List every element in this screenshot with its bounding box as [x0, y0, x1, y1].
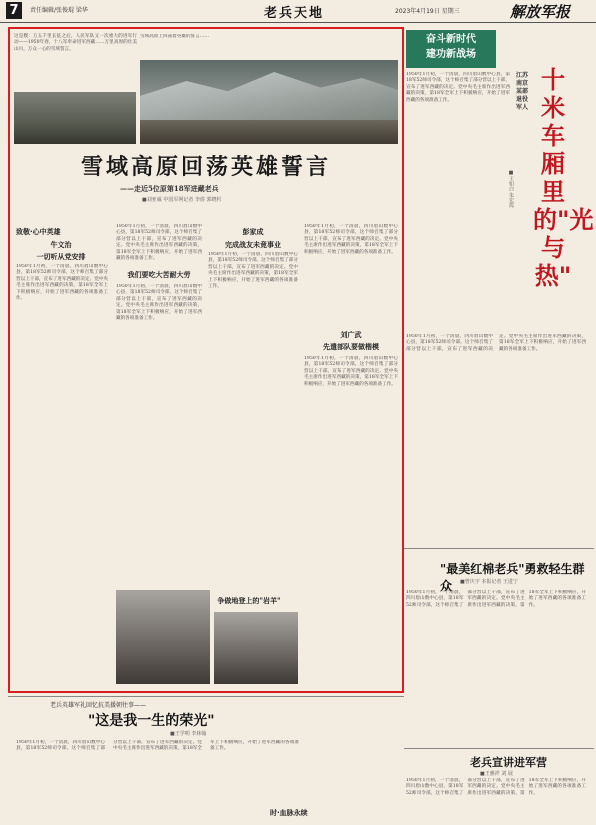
vertical-headline: 十米车厢里的"光与热" [533, 66, 594, 290]
bottom-kicker: 老兵英雄军礼回忆抗美援朝往事—— [50, 702, 147, 709]
right-byline: ■王如白 朱宏霞 [508, 170, 514, 208]
lead-quote-continued: 雪域高原上回荡着英雄的誓言…… [140, 34, 209, 39]
right-body-1: 1950年1月初，一个清晨，四川眉山数中心县，第18军52师司令部，这个师召集了部分营以上干部，宣布了进军西藏的决定。党中央毛主席作出进军西藏的决策，第18军全军上下积极响应，开始了进军西藏的各项准备工作。 [406, 72, 510, 103]
right-mid-byline: ■曾庆宇 本报记者 王进宁 [460, 579, 518, 585]
right-bottom-body: 1950年1月初，一个清晨，四川眉山数中心县，第18军52师司令部，这个师召集了部分营以上干部，宣布了进军西藏的决定。党中央毛主席作出进军西藏的决策，第18军全军上下积极响应，开始了进军西藏的各项准备工作。 [406, 778, 586, 796]
feature-byline: ■刘亚威 中国军网记者 李倩 郭晓杉 [142, 197, 222, 203]
body-column-2: 1950年1月初，一个清晨，四川眉山数中心县，第18军52师司令部，这个师召集了部分营以上干部，宣布了进军西藏的决定。党中央毛主席作出进军西藏的决策，第18军全军上下积极响应，开始了进军西藏的各项准备工作。 [116, 284, 202, 322]
soldiers-photo [14, 92, 136, 144]
veteran-group-photo [214, 612, 298, 684]
page-number: 7 [6, 2, 22, 19]
subhead-person-3: 彭家成 [242, 227, 264, 236]
section-title: 老兵天地 [264, 6, 325, 21]
editors-line: 责任编辑/张俊琨 梁华 [30, 7, 88, 14]
bottom-body: 1950年1月初，一个清晨，四川眉山数中心县，第18军52师司令部，这个师召集了部分营以上干部，宣布了进军西藏的决定。党中央毛主席作出进军西藏的决策，第18军全军上下积极响应，开始了进军西藏的各项准备工作。 [16, 740, 299, 752]
divider-right-bottom [404, 748, 594, 749]
column-kicker: 致敬·心中英雄 [16, 228, 61, 236]
body-column-2-top: 1950年1月初，一个清晨，四川眉山数中心县，第18军52师司令部，这个师召集了部分营以上干部，宣布了进军西藏的决定。党中央毛主席作出进军西藏的决策，第18军全军上下积极响应，开始了进军西藏的各项准备工作。 [116, 224, 202, 262]
issue-date: 2023年4月19日 星期三 [395, 8, 460, 15]
vertical-subtitle: 江苏南京某部退役军人 [515, 72, 528, 111]
subhead-1: 一切听从党安排 [36, 252, 86, 261]
page-header [0, 0, 596, 23]
subhead-3: 完成战友未竟事业 [225, 240, 281, 249]
divider-left-bottom [8, 696, 404, 697]
snow-mountain-shape [140, 60, 398, 120]
veteran-portrait-photo [116, 590, 210, 684]
plateau-photo [140, 60, 398, 144]
feature-subtitle: ——走近5位原第18军进藏老兵 [120, 184, 219, 193]
body-column-1: 1950年1月初，一个清晨，四川眉山数中心县，第18军52师司令部，这个师召集了部分营以上干部，宣布了进军西藏的决定。党中央毛主席作出进军西藏的决策，第18军全军上下积极响应，开始了进军西藏的各项准备工作。 [16, 264, 108, 302]
body-column-4: 1950年1月初，一个清晨，四川眉山数中心县，第18军52师司令部，这个师召集了部分营以上干部，宣布了进军西藏的决定。党中央毛主席作出进军西藏的决策，第18军全军上下积极响应，开始了进军西藏的各项准备工作。 [304, 356, 398, 387]
bottom-headline: "这是我一生的荣光" [88, 713, 215, 729]
subhead-4: 先遣部队要做楷模 [323, 342, 379, 351]
subhead-person-4: 刘广武 [340, 330, 362, 339]
body-column-4-top: 1950年1月初，一个清晨，四川眉山数中心县，第18军52师司令部，这个师召集了部分营以上干部，宣布了进军西藏的决定。党中央毛主席作出进军西藏的决策，第18军全军上下积极响应，开始了进军西藏的各项准备工作。 [304, 224, 398, 255]
subhead-person-5: 争做地登上的"岩羊" [217, 596, 281, 605]
subhead-person-2: 我们要吃大苦耐大劳 [127, 270, 191, 279]
feature-headline: 雪域高原回荡英雄誓言 [80, 155, 331, 180]
newspaper-masthead: 解放军报 [510, 3, 571, 21]
lead-quote: 这是楔：万五千里长征之后，人民军队又一次重大的进军行动——1950年春，十八军奉命进军西藏……万里高原的壮美山川，万众一心的雪域誓言。 [14, 34, 137, 52]
subhead-person-1: 牛文治 [50, 240, 72, 249]
right-bottom-headline: 老兵宣讲进军营 [470, 756, 547, 769]
right-body-2: 1950年1月初，一个清晨，四川眉山数中心县，第18军52师司令部，这个师召集了部分营以上干部，宣布了进军西藏的决定。党中央毛主席作出进军西藏的决策，第18军全军上下积极响应，开始了进军西藏的各项准备工作。 [406, 334, 586, 352]
right-mid-headline: "最美红棉老兵"勇救轻生群众 [440, 562, 585, 593]
divider-right-mid [404, 548, 594, 549]
right-mid-body: 1950年1月初，一个清晨，四川眉山数中心县，第18军52师司令部，这个师召集了部分营以上干部，宣布了进军西藏的决定。党中央毛主席作出进军西藏的决策，第18军全军上下积极响应，开始了进军西藏的各项准备工作。 [406, 590, 586, 608]
banner-bottom-text: 建功新战场 [426, 49, 476, 60]
footer-kicker: 时·血脉永续 [270, 809, 308, 817]
right-bottom-byline: ■王雅祥 刘 展 [480, 771, 513, 777]
right-banner [406, 30, 496, 68]
body-column-3: 1950年1月初，一个清晨，四川眉山数中心县，第18军52师司令部，这个师召集了部分营以上干部，宣布了进军西藏的决定。党中央毛主席作出进军西藏的决策，第18军全军上下积极响应，开始了进军西藏的各项准备工作。 [208, 252, 298, 290]
bottom-byline: ■王学明 李林翰 [170, 731, 207, 737]
banner-top-text: 奋斗新时代 [426, 34, 476, 45]
